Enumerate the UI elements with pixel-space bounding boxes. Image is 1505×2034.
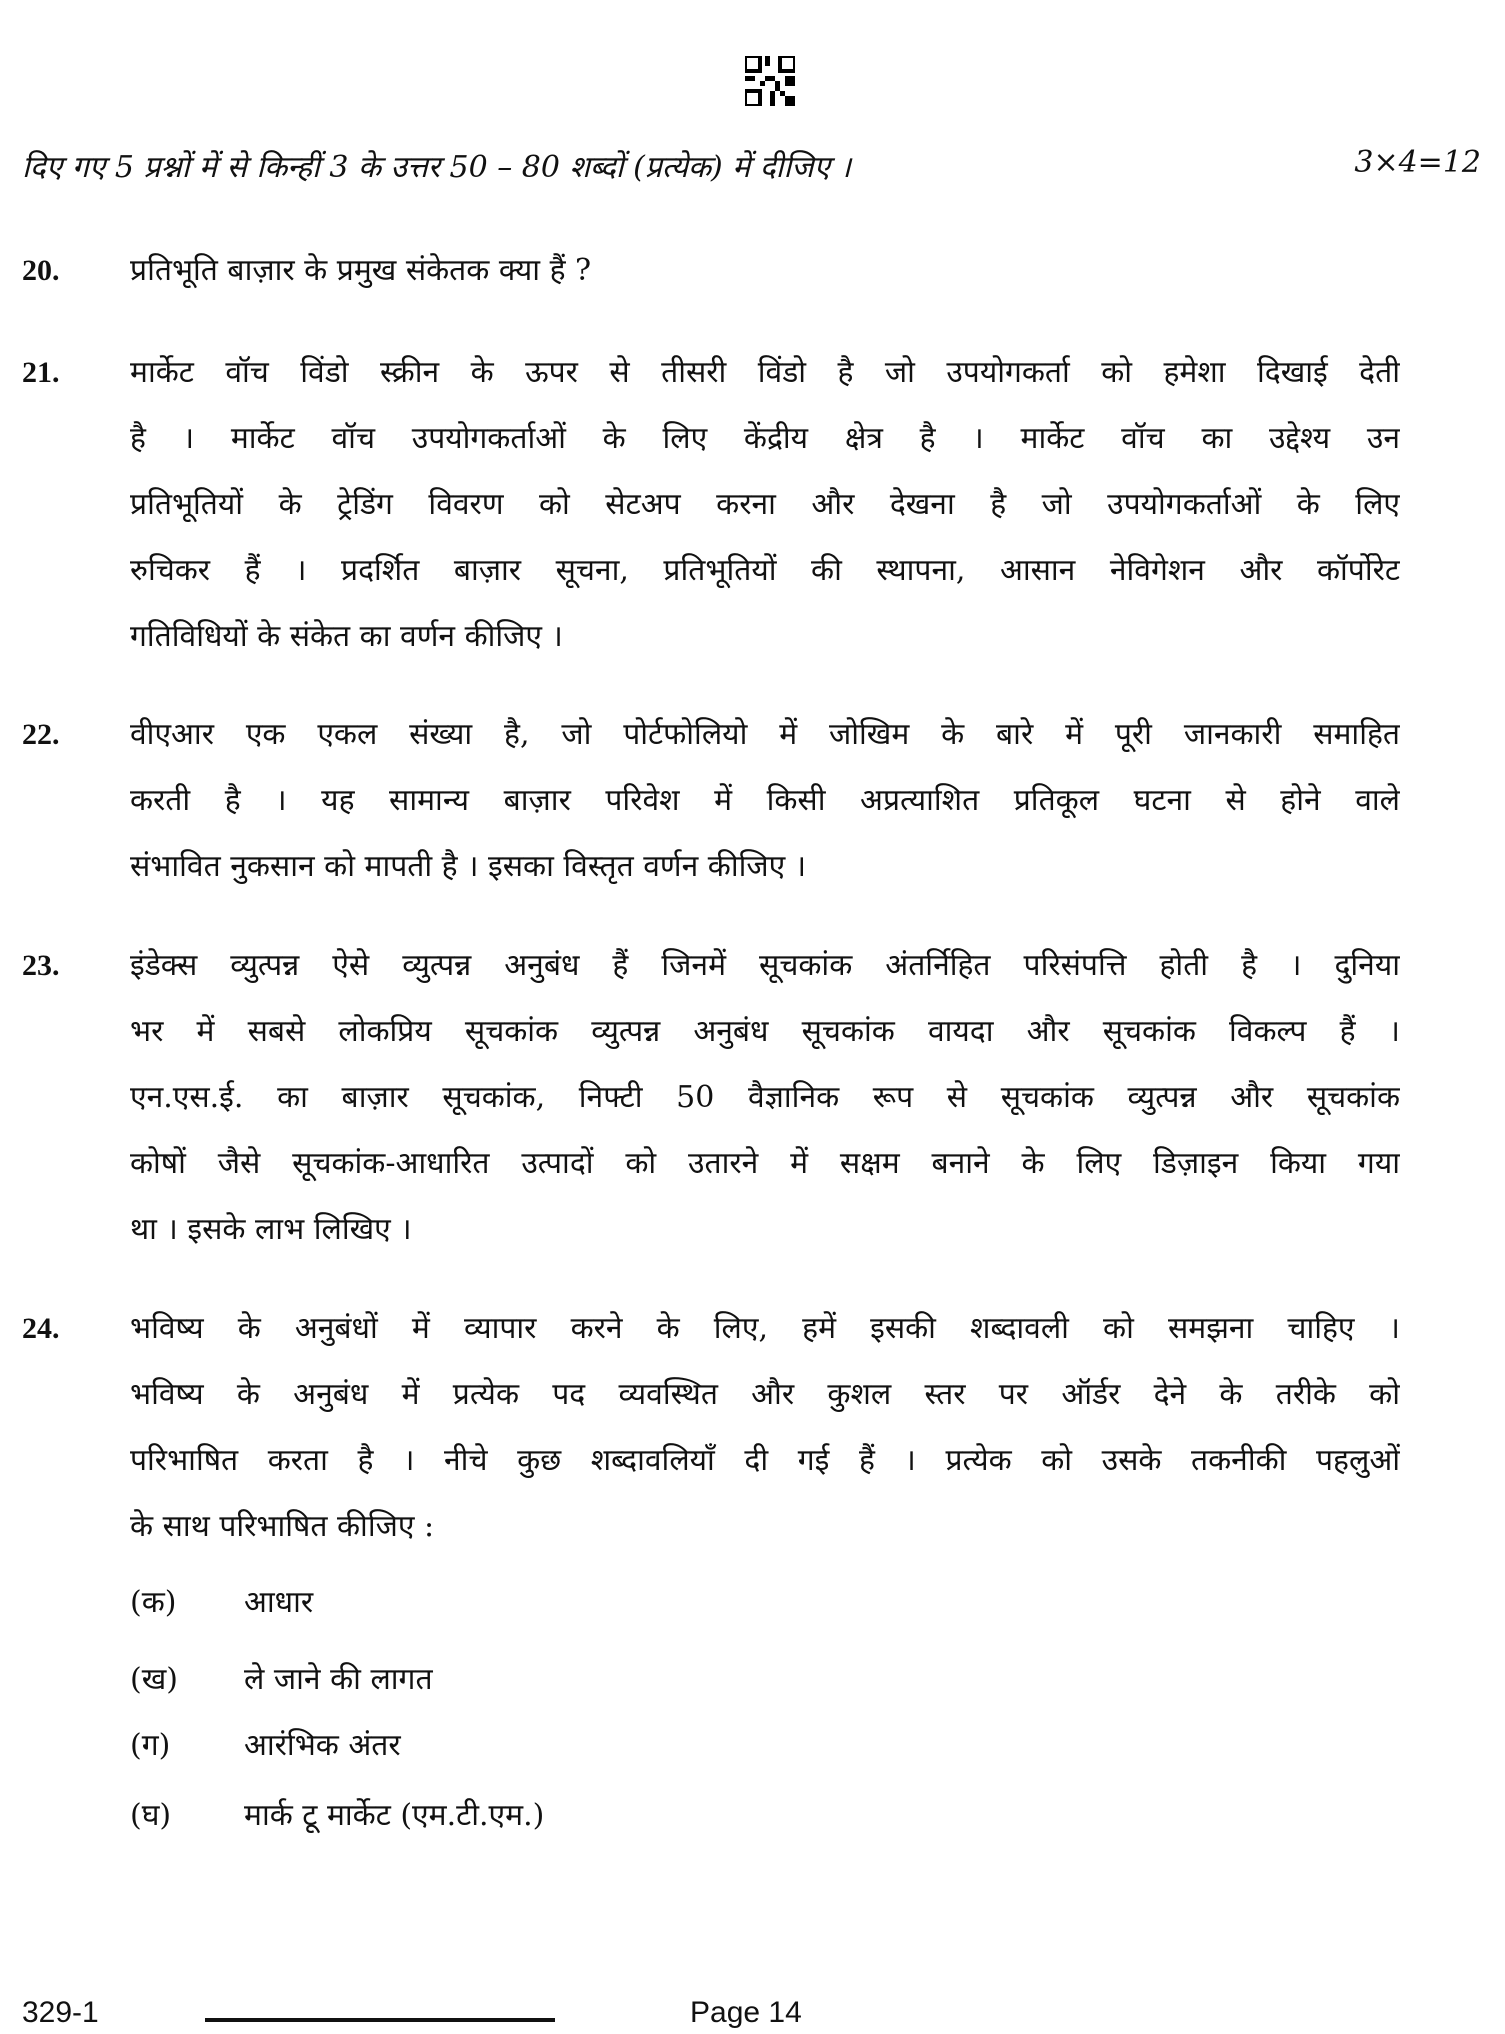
question-24	[22, 1296, 1400, 1560]
text-line: कोषों जैसे सूचकांक-आधारित उत्पादों को उतारने में सक्षम बनाने के लिए डिज़ाइन किया गया	[130, 1146, 1400, 1181]
page-number: Page 14	[690, 1996, 802, 2029]
sub-item-label: (घ)	[130, 1798, 172, 1833]
sub-item-label: (ग)	[130, 1728, 171, 1763]
text-line: रुचिकर हैं । प्रदर्शित बाज़ार सूचना, प्रतिभूतियों की स्थापना, आसान नेविगेशन और कॉर्पोरेट	[130, 553, 1400, 588]
text-line: एन.एस.ई. का बाज़ार सूचकांक, निफ्टी 50 वैज्ञानिक रूप से सूचकांक व्युत्पन्न और सूचकांक	[130, 1080, 1400, 1115]
text-line: प्रतिभूतियों के ट्रेडिंग विवरण को सेटअप करना और देखना है जो उपयोगकर्ताओं के लिए	[130, 487, 1400, 522]
page-footer	[0, 1996, 1505, 2034]
question-22	[22, 702, 1400, 900]
footer-rule	[205, 2018, 555, 2022]
sub-item-label: (ख)	[130, 1662, 178, 1697]
text-line: गतिविधियों के संकेत का वर्णन कीजिए ।	[130, 619, 563, 654]
sub-item	[130, 1570, 313, 1636]
question-text	[130, 238, 1400, 304]
question-number: 22.	[22, 718, 60, 751]
instruction-text: दिए गए 5 प्रश्नों में से किन्हीं 3 के उत्तर 50 – 80 शब्दों (प्रत्येक) में दीजिए ।	[22, 150, 851, 185]
question-number: 23.	[22, 949, 60, 982]
question-23	[22, 933, 1400, 1263]
sub-item-label: (क)	[130, 1585, 177, 1620]
text-line: के साथ परिभाषित कीजिए :	[130, 1509, 435, 1544]
question-number: 21.	[22, 356, 60, 389]
sub-item	[130, 1647, 433, 1713]
question-number: 24.	[22, 1312, 60, 1345]
question-text	[130, 1296, 1400, 1560]
text-line: भविष्य के अनुबंध में प्रत्येक पद व्यवस्थित और कुशल स्तर पर ऑर्डर देने के तरीके को	[130, 1377, 1400, 1412]
sub-item-text: मार्क टू मार्केट (एम.टी.एम.)	[244, 1798, 545, 1833]
qr-code-icon	[745, 56, 795, 106]
text-line: प्रतिभूति बाज़ार के प्रमुख संकेतक क्या हैं ?	[130, 253, 592, 288]
text-line: परिभाषित करता है । नीचे कुछ शब्दावलियाँ दी गई हैं । प्रत्येक को उसके तकनीकी पहलुओं	[130, 1443, 1400, 1478]
section-instruction	[22, 145, 1481, 186]
text-line: है । मार्केट वॉच उपयोगकर्ताओं के लिए केंद्रीय क्षेत्र है । मार्केट वॉच का उद्देश्य उन	[130, 421, 1400, 456]
text-line: मार्केट वॉच विंडो स्क्रीन के ऊपर से तीसरी विंडो है जो उपयोगकर्ता को हमेशा दिखाई देती	[130, 355, 1400, 390]
text-line: संभावित नुकसान को मापती है । इसका विस्तृत वर्णन कीजिए ।	[130, 849, 807, 884]
question-21	[22, 340, 1400, 670]
question-20	[22, 238, 1400, 304]
text-line: इंडेक्स व्युत्पन्न ऐसे व्युत्पन्न अनुबंध हैं जिनमें सूचकांक अंतर्निहित परिसंपत्ति होती है । दुनिया	[130, 948, 1400, 983]
text-line: था । इसके लाभ लिखिए ।	[130, 1212, 412, 1247]
sub-item-text: ले जाने की लागत	[244, 1662, 433, 1697]
question-text	[130, 933, 1400, 1263]
sub-item-text: आरंभिक अंतर	[244, 1728, 401, 1763]
section-marks: 3×4=12	[1354, 145, 1481, 180]
question-text	[130, 340, 1400, 670]
paper-code: 329-1	[22, 1996, 99, 2029]
sub-item	[130, 1713, 401, 1779]
text-line: करती है । यह सामान्य बाज़ार परिवेश में किसी अप्रत्याशित प्रतिकूल घटना से होने वाले	[130, 783, 1400, 818]
text-line: वीएआर एक एकल संख्या है, जो पोर्टफोलियो में जोखिम के बारे में पूरी जानकारी समाहित	[130, 717, 1400, 752]
sub-item	[130, 1783, 544, 1849]
text-line: भविष्य के अनुबंधों में व्यापार करने के लिए, हमें इसकी शब्दावली को समझना चाहिए ।	[130, 1311, 1400, 1346]
question-text	[130, 702, 1400, 900]
question-number: 20.	[22, 254, 60, 287]
text-line: भर में सबसे लोकप्रिय सूचकांक व्युत्पन्न अनुबंध सूचकांक वायदा और सूचकांक विकल्प हैं ।	[130, 1014, 1400, 1049]
sub-item-text: आधार	[244, 1585, 314, 1620]
